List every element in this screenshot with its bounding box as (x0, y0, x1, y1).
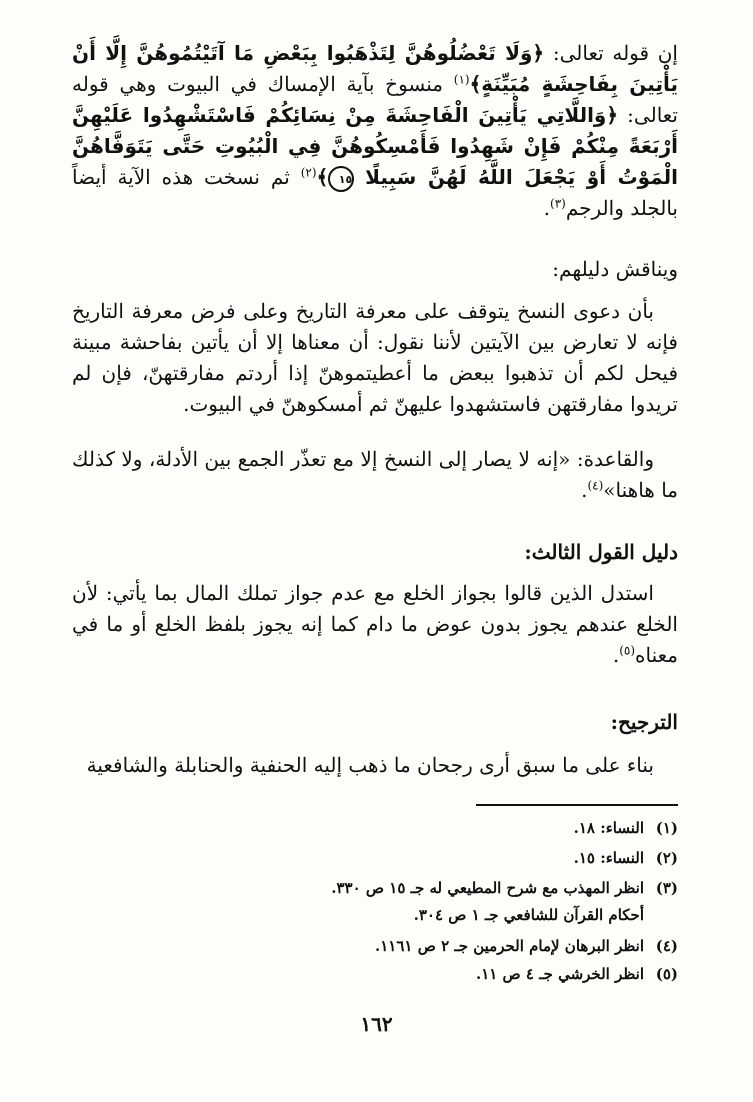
footnote-ref-2: (٢) (300, 165, 317, 180)
footnote-text: النساء: ١٥. (573, 849, 644, 867)
rule-text: والقاعدة: «إنه لا يصار إلى النسخ إلا مع تعذّر الجمع بين الأدلة، ولا كذلك ما هاهنا» (72, 447, 678, 502)
ayah-number-icon: ١٥ (328, 166, 354, 192)
footnote-4 (72, 936, 678, 956)
footnote-number: (٣) (655, 879, 678, 897)
footnote-3-continuation: أحكام القرآن للشافعي جـ ١ ص ٣٠٤. (413, 906, 644, 924)
footnote-number: (٢) (655, 849, 678, 867)
end-text: ثم نسخت هذه الآية أيضاً بالجلد والرجم (72, 165, 678, 220)
discussion-label: ويناقش دليلهم: (552, 257, 678, 281)
footnote-divider (476, 804, 678, 806)
footnote-ref-4: (٤) (587, 478, 604, 493)
footnote-2 (72, 848, 678, 868)
footnote-text: انظر المهذب مع شرح المطيعي له جـ ١٥ ص ٣٣٠. (331, 879, 644, 897)
period: . (543, 196, 550, 220)
footnote-ref-1: (١) (453, 72, 470, 87)
footnote-text: انظر الخرشي جـ ٤ ص ١١. (475, 965, 644, 983)
footnote-text: النساء: ١٨. (573, 819, 644, 837)
period: . (581, 478, 588, 502)
third-opinion-text: استدل الذين قالوا بجواز الخلع مع عدم جواز تملك المال بما يأتي: لأن الخلع عندهم يجوز بدون عوض ما دام كما إنه يجوز بلفظ الخلع أو ما في معناه (72, 581, 678, 667)
page-number: ١٦٢ (360, 1012, 393, 1036)
section-heading-preference: الترجيح: (610, 710, 678, 734)
footnote-ref-3: (٣) (550, 196, 566, 211)
footnote-3 (72, 878, 678, 898)
footnote-5 (72, 964, 678, 984)
paragraph-abrogation-claim (72, 38, 678, 224)
footnote-number: (٤) (655, 937, 678, 955)
footnote-number: (٥) (655, 965, 678, 983)
paragraph-preference: بناء على ما سبق أرى رجحان ما ذهب إليه الحنفية والحنابلة والشافعية (86, 753, 654, 777)
quran-quote-2: ﴿وَاللَّاتِي يَأْتِينَ الْفَاحِشَةَ مِنْ نِسَائِكُمْ فَاسْتَشْهِدُوا عَلَيْهِنَّ أَرْبَعَةً مِنْكُمْ فَإِنْ شَهِدُوا فَأَمْسِكُوهُنَّ فِي الْبُيُوتِ حَتَّى يَتَوَفَّاهُنَّ الْمَوْتُ أَوْ يَجْعَلَ اللَّهُ لَهُنَّ سَبِيلًا (72, 103, 678, 189)
paragraph-rule (72, 444, 678, 506)
footnote-ref-5: (٥) (619, 643, 636, 658)
footnote-text: انظر البرهان لإمام الحرمين جـ ٢ ص ١١٦١. (375, 937, 644, 955)
paragraph-response: بأن دعوى النسخ يتوقف على معرفة التاريخ وعلى فرض معرفة التاريخ فإنه لا تعارض بين الآيتين لأننا نقول: أن معناها إلا أن يأتين بفاحشة مبينة فيحل لكم أن تذهبوا ببعض ما أعطيتموهنّ إذا أردتم مفارقتهنّ، فإن لم تريدوا مفارقتهن فاستشهدوا عليهنّ ثم أمسكوهنّ في البيوت. (72, 299, 678, 416)
middle-text: منسوخ بآية الإمساك في البيوت وهي قوله تعالى: (72, 72, 678, 127)
paragraph-third-opinion (72, 578, 678, 671)
section-heading-third-opinion: دليل القول الثالث: (524, 540, 678, 564)
quran-quote-1: ﴿وَلَا تَعْضُلُوهُنَّ لِتَذْهَبُوا بِبَعْضِ مَا آتَيْتُمُوهُنَّ إِلَّا أَنْ يَأْتِينَ بِفَاحِشَةٍ مُبَيِّنَةٍ﴾ (72, 41, 678, 96)
quran-quote-2-close: ﴾ (316, 165, 329, 189)
intro-text: إن قوله تعالى: (544, 41, 678, 65)
footnote-1 (72, 818, 678, 838)
period: . (612, 643, 620, 667)
footnote-number: (١) (655, 819, 678, 837)
